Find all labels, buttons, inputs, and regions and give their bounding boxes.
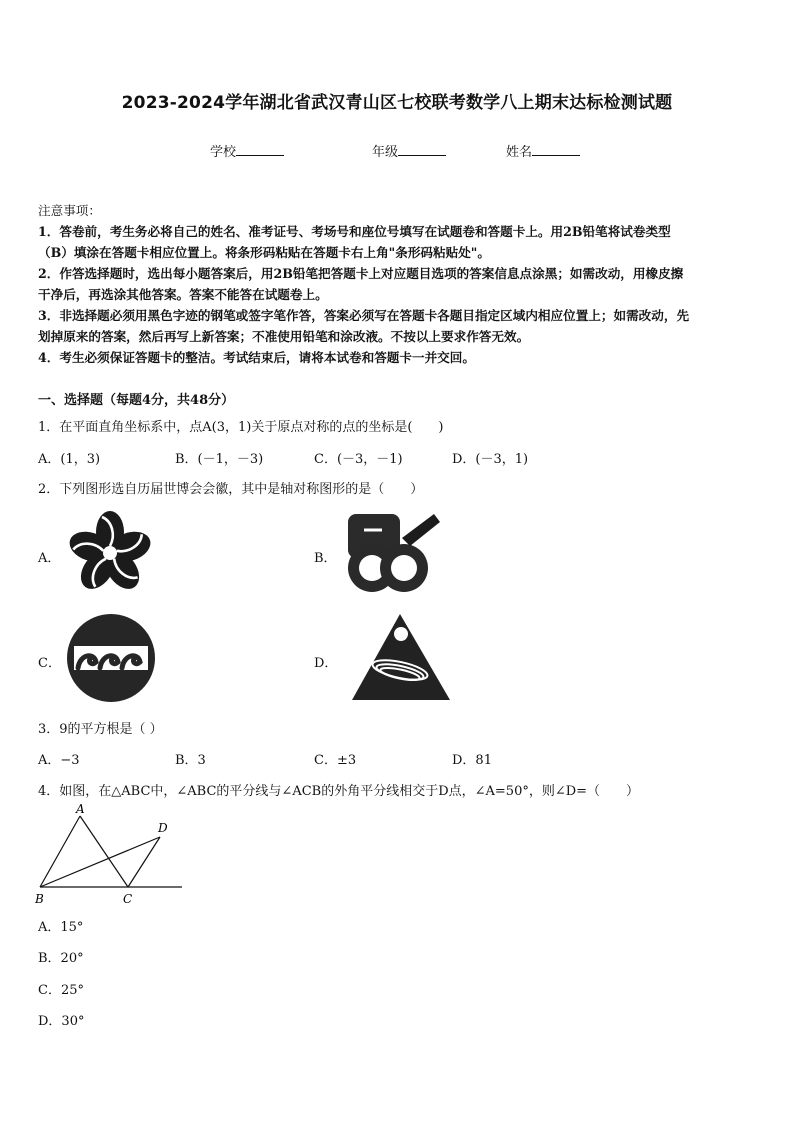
q4-option-d: D．30° [38,1014,85,1029]
q3-option-b: B．3 [175,753,206,768]
page-title: 2023-2024学年湖北省武汉青山区七校联考数学八上期末达标检测试题 [121,93,673,113]
q1-option-a: A．(1，3) [38,452,101,467]
school-field: 学校 [210,141,284,160]
label-d: D [158,821,168,835]
q4-option-b: B．20° [38,951,84,966]
notice-line: 1．答卷前，考生务必将自己的姓名、准考证号、考场号和座位号填写在试题卷和答题卡上。用2B铅笔将试卷类型 [38,224,671,239]
flower-emblem-icon [62,508,160,598]
notice-line: 2．作答选择题时，选出每小题答案后，用2B铅笔把答题卡上对应题目选项的答案信息点涂黑；如需改动，用橡皮擦 [38,266,684,281]
grade-blank [398,143,446,156]
label-b: B [35,892,44,906]
q1-option-c: C．(－3，－1) [314,452,403,467]
notice-heading: 注意事项： [38,203,101,218]
q2-option-a: A． [38,551,61,566]
name-field: 姓名 [506,141,580,160]
q3-option-c: C．±3 [314,753,357,768]
label-a: A [76,802,85,816]
question-3-stem: 3．9的平方根是（ ） [38,722,163,737]
notice-line: 干净后，再选涂其他答案。答案不能答在试题卷上。 [38,287,328,302]
q3-option-d: D．81 [452,753,492,768]
school-blank [236,143,284,156]
q3-option-a: A．−3 [38,753,80,768]
q1-option-d: D．(－3，1) [452,452,529,467]
notice-line: 4．考生必须保证答题卡的整洁。考试结束后，请将本试卷和答题卡一并交回。 [38,350,475,365]
label-c: C [123,892,133,906]
q4-option-c: C．25° [38,983,84,998]
section-heading: 一、选择题（每题4分，共48分） [38,393,235,408]
notice-line: 3．非选择题必须用黑色字迹的钢笔或签字笔作答，答案必须写在答题卡各题目指定区域内相应位置上；如需改动，先 [38,308,690,323]
notice-line: 划掉原来的答案，然后再写上新答案；不准使用铅笔和涂改液。不按以上要求作答无效。 [38,329,530,344]
waves-emblem-icon [62,610,160,706]
question-4-stem: 4．如图，在△ABC中，∠ABC的平分线与∠ACB的外角平分线相交于D点，∠A=50°，则∠D=（ ） [38,784,640,799]
q2-option-c: C． [38,656,61,671]
question-2-stem: 2．下列图形选自历届世博会会徽，其中是轴对称图形的是（ ） [38,482,424,497]
triangle-figure [30,800,190,910]
q2-option-d: D． [314,656,338,671]
grade-field: 年级 [372,141,446,160]
rings-emblem-icon [342,508,442,600]
q2-option-b: B． [314,551,337,566]
q1-option-b: B．(－1，－3) [175,452,264,467]
question-1-stem: 1．在平面直角坐标系中，点A(3，1)关于原点对称的点的坐标是( ) [38,420,444,435]
name-blank [532,143,580,156]
triangle-emblem-icon [342,610,452,704]
notice-line: （B）填涂在答题卡相应位置上。将条形码粘贴在答题卡右上角"条形码粘贴处"。 [38,245,490,260]
q4-option-a: A．15° [38,920,84,935]
